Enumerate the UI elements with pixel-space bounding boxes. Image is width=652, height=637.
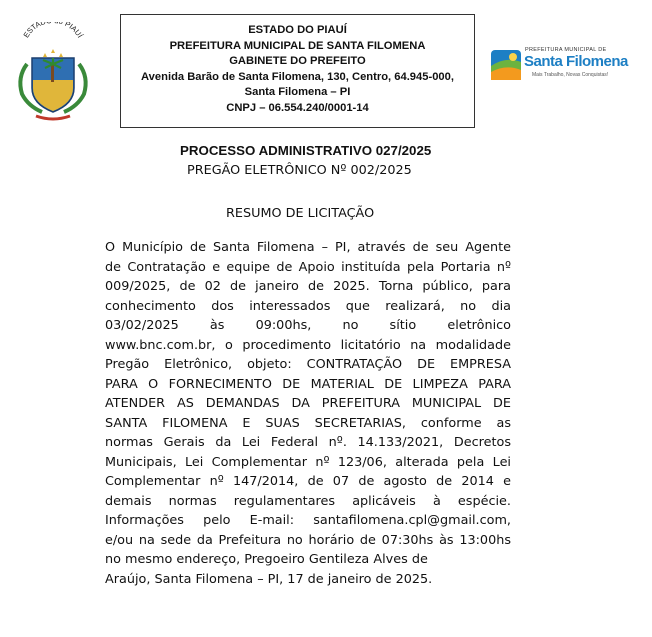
body-line: Informações pelo E-mail: santafilomena.cpl@gmail.com, <box>105 513 511 528</box>
body-line: normas Gerais da Lei Federal nº. 14.133/2021, Decretos <box>105 435 511 450</box>
body-line: demais normas regulamentares aplicáveis à espécie. <box>105 493 511 509</box>
prefeitura-logo <box>489 44 634 88</box>
body-line: Araújo, Santa Filomena – PI, 17 de janeiro de 2025. <box>105 571 433 587</box>
body-line: 03/02/2025 às 09:00hs, no sítio eletrônico <box>105 318 511 333</box>
body-line: Pregão Eletrônico, objeto: CONTRATAÇÃO DE EMPRESA <box>105 357 511 372</box>
letterhead-address: Avenida Barão de Santa Filomena, 130, Centro, 64.945-000, <box>141 70 454 83</box>
letterhead-city: Santa Filomena – PI <box>244 86 351 99</box>
body-line: no mesmo endereço, Pregoeiro Gentileza Alves de <box>105 552 428 567</box>
body-line: e/ou na sede da Prefeitura no horário de 07:30hs às 13:00hs <box>105 532 511 548</box>
pregao-number: PREGÃO ELETRÔNICO Nº 002/2025 <box>187 163 412 178</box>
body-line: 009/2025, de 02 de janeiro de 2025. Torna público, para <box>105 279 511 294</box>
logo-mark-icon <box>489 44 523 84</box>
logo-slogan: Mais Trabalho, Novas Conquistas! <box>532 72 609 78</box>
body-line: de Contratação e equipe de Apoio instituída pela Portaria nº <box>105 259 511 275</box>
body-line: PARA O FORNECIMENTO DE MATERIAL DE LIMPEZA PARA <box>105 376 511 392</box>
svg-text:ESTADO do PIAUÍ: ESTAD PIAUÍ <box>21 22 85 40</box>
process-title: PROCESSO ADMINISTRATIVO 027/2025 <box>180 143 432 158</box>
letterhead-gabinete: GABINETE DO PREFEITO <box>229 55 366 68</box>
section-title: RESUMO DE LICITAÇÃO <box>226 206 375 221</box>
logo-top-text: PREFEITURA MUNICIPAL DE <box>525 47 607 53</box>
logo-name: Santa Filomena <box>524 53 628 70</box>
letterhead-prefeitura: PREFEITURA MUNICIPAL DE SANTA FILOMENA <box>169 39 426 52</box>
body-line: Municipais, Lei Complementar nº 123/06, alterada pela Lei <box>105 454 511 470</box>
body-line: conhecimento dos interessados que realizará, no dia <box>105 298 511 314</box>
body-line: O Município de Santa Filomena – PI, através de seu Agente <box>105 240 511 255</box>
state-crest-emblem <box>12 22 94 122</box>
letterhead-box <box>120 14 475 128</box>
body-line: ATENDER AS DEMANDAS DA PREFEITURA MUNICIPAL DE <box>105 396 511 411</box>
letterhead-state: ESTADO DO PIAUÍ <box>248 24 347 36</box>
body-line: www.bnc.com.br, o procedimento licitatório na modalidade <box>105 337 511 353</box>
notice-body <box>105 238 511 589</box>
letterhead-cnpj: CNPJ – 06.554.240/0001-14 <box>226 101 369 114</box>
body-line: SANTA FILOMENA E SUAS SECRETARIAS, conforme as <box>105 415 511 431</box>
body-line: Complementar nº 147/2014, de 07 de agosto de 2014 e <box>105 474 511 489</box>
